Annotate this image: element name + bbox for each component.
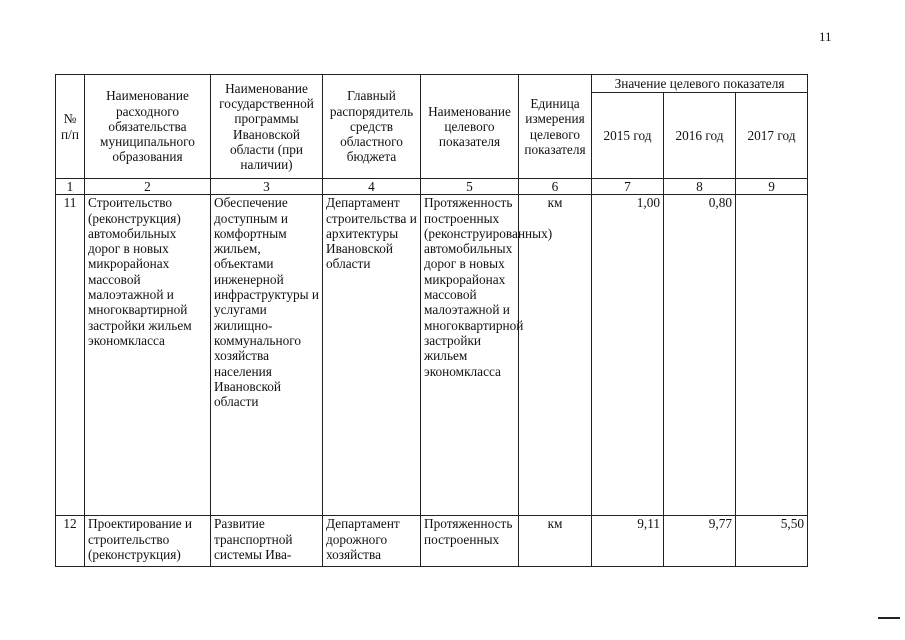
header-unit: Единица измерения целевого показателя xyxy=(519,75,592,179)
row-obligation: Проектирование и строительство (реконструкция) xyxy=(85,516,211,567)
target-indicators-table xyxy=(55,74,808,567)
column-number: 2 xyxy=(85,179,211,195)
header-obligation: Наименование расходного обязательства муниципального образования xyxy=(85,75,211,179)
row-value-2017 xyxy=(736,195,808,516)
column-number: 9 xyxy=(736,179,808,195)
header-program: Наименование государственной программы Ивановской области (при наличии) xyxy=(211,75,323,179)
row-value-2015: 9,11 xyxy=(592,516,664,567)
table-row xyxy=(56,516,808,567)
row-program: Обеспечение доступным и комфортным жильем, объектами инженерной инфраструктуры и услугами жилищно-коммунального хозяйства населения Ивановской области xyxy=(211,195,323,516)
row-program: Развитие транспортной системы Ива- xyxy=(211,516,323,567)
column-number: 8 xyxy=(664,179,736,195)
page-number: 11 xyxy=(819,29,832,44)
row-value-2016: 0,80 xyxy=(664,195,736,516)
column-number: 1 xyxy=(56,179,85,195)
header-indicator: Наименование целевого показателя xyxy=(421,75,519,179)
header-year-2015: 2015 год xyxy=(592,93,664,179)
header-target-value: Значение целевого показателя xyxy=(592,75,808,93)
row-unit: км xyxy=(519,516,592,567)
row-indicator: Протяженность построенных (реконструированных) автомобильных дорог в новых микрорайонах массовой малоэтажной и многоквартирной застройки жильем экономкласса xyxy=(421,195,519,516)
row-num: 12 xyxy=(56,516,85,567)
row-indicator: Протяженность построенных xyxy=(421,516,519,567)
column-numbers-row xyxy=(56,179,808,195)
header-year-2016: 2016 год xyxy=(664,93,736,179)
row-value-2016: 9,77 xyxy=(664,516,736,567)
table-row xyxy=(56,195,808,516)
column-number: 4 xyxy=(323,179,421,195)
column-number: 7 xyxy=(592,179,664,195)
column-number: 5 xyxy=(421,179,519,195)
row-value-2015: 1,00 xyxy=(592,195,664,516)
header-year-2017: 2017 год xyxy=(736,93,808,179)
row-manager: Департамент строительства и архитектуры Ивановской области xyxy=(323,195,421,516)
row-value-2017: 5,50 xyxy=(736,516,808,567)
header-row xyxy=(56,75,808,93)
page-edge-mark xyxy=(878,617,900,619)
header-manager: Главный распорядитель средств областного бюджета xyxy=(323,75,421,179)
column-number: 6 xyxy=(519,179,592,195)
row-unit: км xyxy=(519,195,592,516)
row-obligation: Строительство (реконструкция) автомобильных дорог в новых микрорайонах массовой малоэтажной и многоквартирной застройки жильем экономкласса xyxy=(85,195,211,516)
row-manager: Департамент дорожного хозяйства xyxy=(323,516,421,567)
header-num: № п/п xyxy=(56,75,85,179)
column-number: 3 xyxy=(211,179,323,195)
row-num: 11 xyxy=(56,195,85,516)
